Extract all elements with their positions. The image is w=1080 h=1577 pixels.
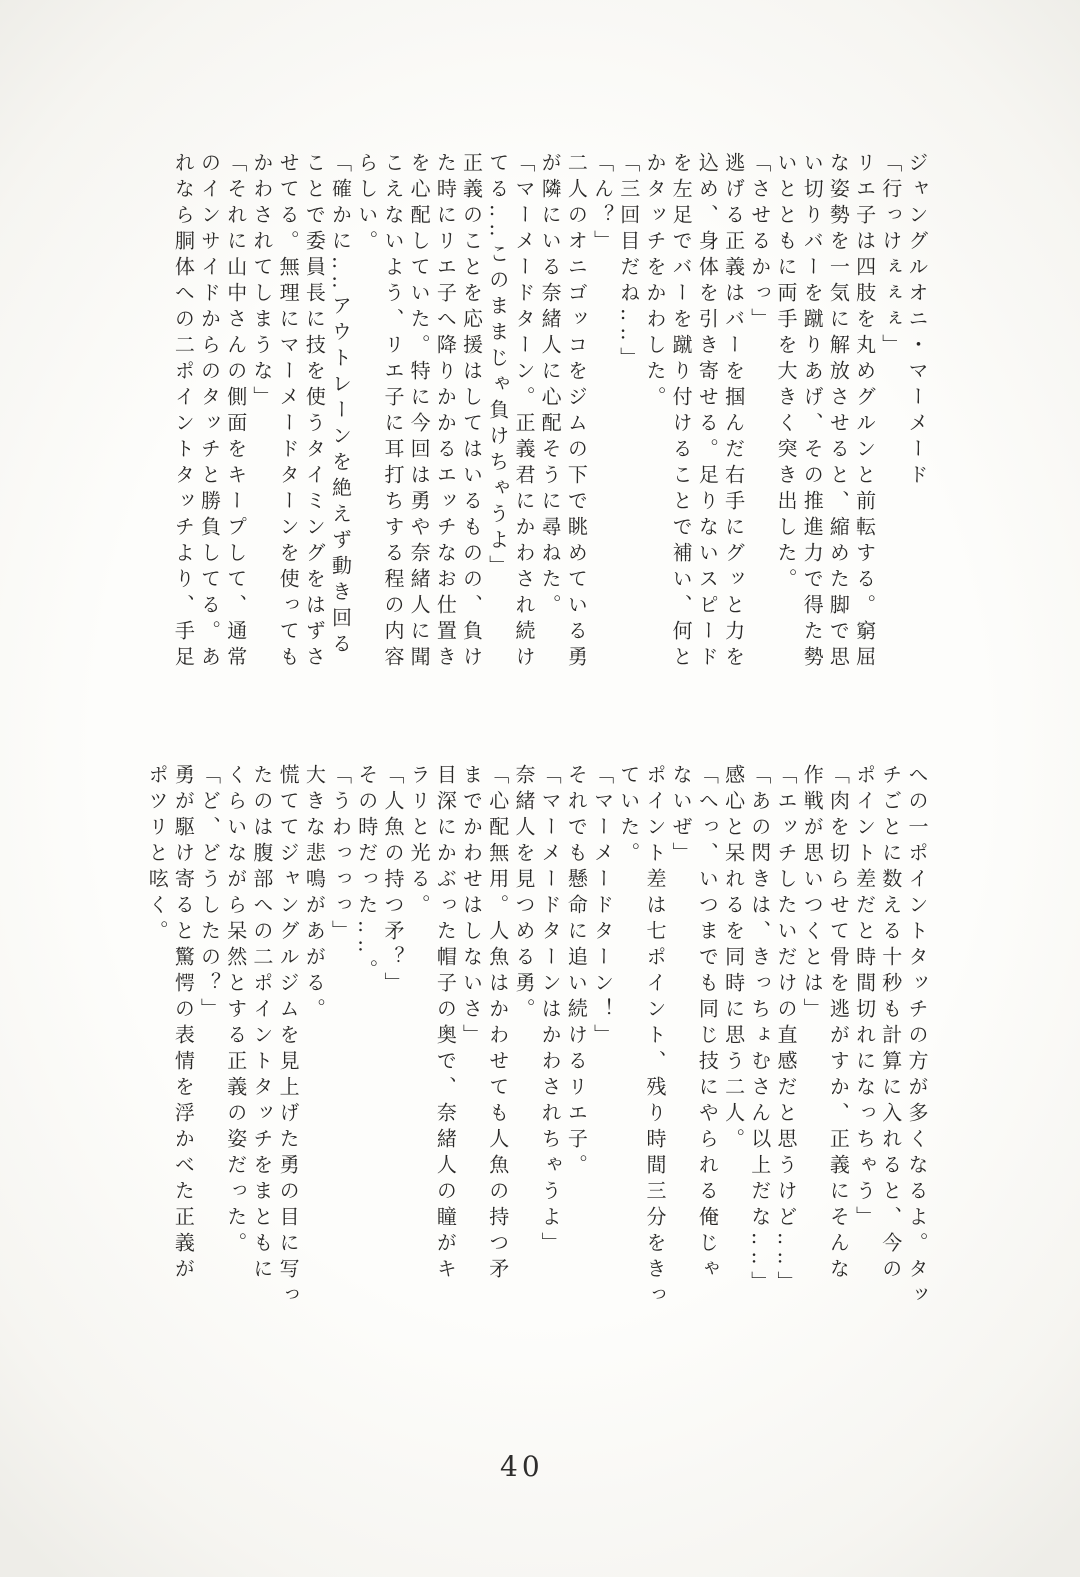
text-column: 「心配無用。人魚はかわせても人魚の持つ矛 xyxy=(485,764,510,1284)
text-column: 奈緒人を見つめる勇。 xyxy=(511,764,536,1024)
text-column: ポイント差だと時間切れになっちゃう」 xyxy=(852,764,877,1232)
text-column: 作戦が思いつくとは」 xyxy=(800,764,825,1024)
text-column: ポイント差は七ポイント、残り時間三分をきっ xyxy=(642,764,667,1310)
vertical-text-block-bottom xyxy=(144,764,930,1330)
text-column: な姿勢を一気に解放させると、縮めた脚で思 xyxy=(826,152,851,672)
text-column: ラリと光る。 xyxy=(407,764,432,920)
text-column: 「確かに‥‥アウトレーンを絶えず動き回る xyxy=(328,152,353,659)
text-column: チごとに数える十秒も計算に入れると、今の xyxy=(878,764,903,1284)
text-column: 「ど、どうしたの？」 xyxy=(197,764,222,1024)
text-column: 「マーメードターン！」 xyxy=(590,764,615,1050)
text-column: れなら胴体への二ポイントタッチより、手足 xyxy=(171,152,196,672)
text-column: それでも懸命に追い続けるリエ子。 xyxy=(564,764,589,1180)
text-column: 大きな悲鳴があがる。 xyxy=(302,764,327,1024)
text-column: 感心と呆れるを同時に思う二人。 xyxy=(721,764,746,1154)
text-column: いとともに両手を大きく突き出した。 xyxy=(773,152,798,594)
text-column: が隣にいる奈緒人に心配そうに尋ねた。 xyxy=(538,152,563,620)
text-column: 「マーメードターン。正義君にかわされ続け xyxy=(511,152,536,672)
text-column: 「エッチしたいだけの直感だと思うけど‥‥」 xyxy=(773,764,798,1297)
text-column: 「行っけぇぇぇ」 xyxy=(878,152,903,360)
text-column: 「ん？」 xyxy=(590,152,615,256)
text-column: 込め、身体を引き寄せる。足りないスピード xyxy=(695,152,720,672)
text-column: てる‥‥このままじゃ負けちゃうよ」 xyxy=(485,152,510,581)
text-column: 「それに山中さんの側面をキープして、通常 xyxy=(223,152,248,672)
text-column: を左足でバーを蹴り付けることで補い、何と xyxy=(669,152,694,672)
text-column: かタッチをかわした。 xyxy=(642,152,667,412)
text-column: ていた。 xyxy=(616,764,641,868)
text-column: 目深にかぶった帽子の奥で、奈緒人の瞳がキ xyxy=(433,764,458,1284)
text-column: ポツリと呟く。 xyxy=(145,764,170,946)
text-column: 「三回目だね‥‥」 xyxy=(616,152,641,373)
text-column: た時にリエ子へ降りかかるエッチなお仕置き xyxy=(433,152,458,672)
text-column: リエ子は四肢を丸めグルンと前転する。窮屈 xyxy=(852,152,877,672)
text-column: への一ポイントタッチの方が多くなるよ。タッ xyxy=(905,764,929,1310)
text-column: たのは腹部への二ポイントタッチをまともに xyxy=(249,764,274,1284)
text-column: い切りバーを蹴りあげ、その推進力で得た勢 xyxy=(800,152,825,672)
text-column: 「マーメードターンはかわされちゃうよ」 xyxy=(538,764,563,1258)
text-column: こえないよう、リエ子に耳打ちする程の内容 xyxy=(380,152,405,672)
text-column: 正義のことを応援はしてはいるものの、負け xyxy=(459,152,484,672)
text-column: 「させるかっ」 xyxy=(747,152,772,334)
text-column: 逃げる正義はバーを掴んだ右手にグッと力を xyxy=(721,152,746,672)
text-column: その時だった‥‥。 xyxy=(354,764,379,985)
vertical-text-block-top xyxy=(170,152,930,718)
text-column: ジャングルオニ・マーメード xyxy=(905,152,929,490)
page-number: 40 xyxy=(500,1450,544,1483)
text-column: かわされてしまうな」 xyxy=(249,152,274,412)
text-column: 「肉を切らせて骨を逃がすか、正義にそんな xyxy=(826,764,851,1284)
text-column: ことで委員長に技を使うタイミングをはずさ xyxy=(302,152,327,672)
text-column: 「へっ、いつまでも同じ技にやられる俺じゃ xyxy=(695,764,720,1284)
text-column: のインサイドからのタッチと勝負してる。あ xyxy=(197,152,222,672)
text-column: を心配していた。特に今回は勇や奈緒人に聞 xyxy=(407,152,432,672)
text-column: せてる。無理にマーメードターンを使っても xyxy=(276,152,301,672)
text-column: 「人魚の持つ矛？」 xyxy=(380,764,405,998)
text-column: らしい。 xyxy=(354,152,379,256)
text-column: 勇が駆け寄ると驚愕の表情を浮かべた正義が xyxy=(171,764,196,1284)
text-column: 「あの閃きは、きっちょむさん以上だな‥‥」 xyxy=(747,764,772,1297)
text-column: ないぜ」 xyxy=(669,764,694,868)
text-column: 二人のオニゴッコをジムの下で眺めている勇 xyxy=(564,152,589,672)
text-column: 「うわっっっ」 xyxy=(328,764,353,946)
text-column: 慌ててジャングルジムを見上げた勇の目に写っ xyxy=(276,764,301,1310)
text-column: くらいながら呆然とする正義の姿だった。 xyxy=(223,764,248,1258)
text-column: までかわせはしないさ」 xyxy=(459,764,484,1050)
